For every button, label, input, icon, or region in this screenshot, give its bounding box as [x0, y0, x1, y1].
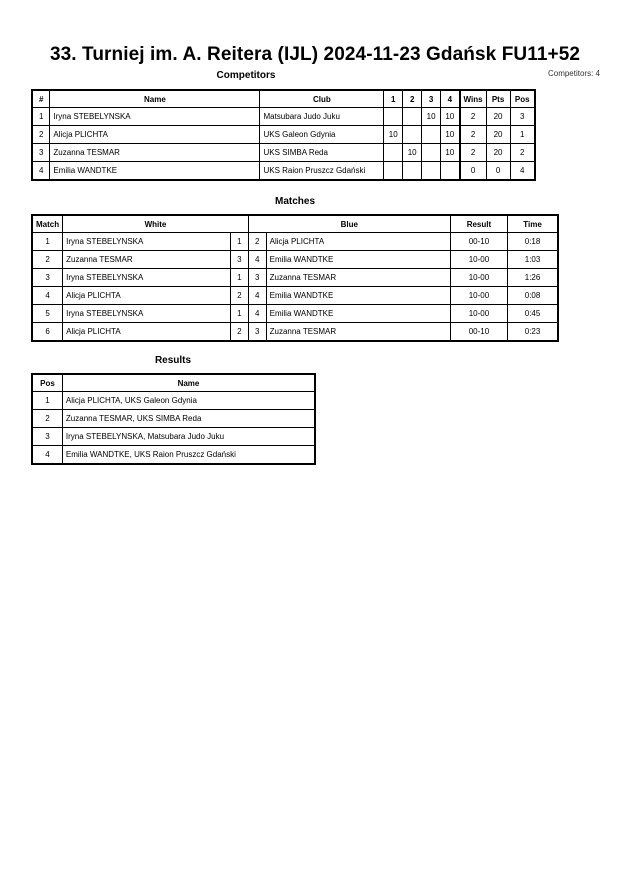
result-name: Zuzanna TESMAR, UKS SIMBA Reda	[62, 410, 315, 428]
wins: 0	[460, 162, 487, 181]
matches-table	[31, 214, 559, 342]
page-title: 33. Turniej im. A. Reitera (IJL) 2024-11-23 Gdańsk FU11+52	[49, 44, 581, 65]
table-row	[32, 287, 558, 305]
match-time: 0:18	[508, 233, 558, 251]
table-row	[32, 392, 315, 410]
white-competitor: Alicja PLICHTA	[63, 287, 231, 305]
col-vs-3: 3	[422, 90, 441, 108]
white-competitor: Alicja PLICHTA	[63, 323, 231, 342]
competitor-club: Matsubara Judo Juku	[260, 108, 384, 126]
match-number: 4	[32, 287, 63, 305]
col-name: Name	[50, 90, 260, 108]
col-vs-1: 1	[384, 90, 403, 108]
result-position: 1	[32, 392, 62, 410]
points: 20	[486, 108, 510, 126]
col-time: Time	[508, 215, 558, 233]
score-vs-4: 10	[441, 144, 460, 162]
result-position: 2	[32, 410, 62, 428]
table-row	[32, 233, 558, 251]
competitor-club: UKS Galeon Gdynia	[260, 126, 384, 144]
competitor-name: Alicja PLICHTA	[50, 126, 260, 144]
white-number: 1	[230, 269, 248, 287]
match-number: 3	[32, 269, 63, 287]
match-result: 10-00	[450, 305, 507, 323]
match-number: 5	[32, 305, 63, 323]
blue-competitor: Zuzanna TESMAR	[266, 269, 450, 287]
table-row	[32, 269, 558, 287]
match-result: 00-10	[450, 233, 507, 251]
table-row	[32, 446, 315, 465]
score-vs-1	[384, 144, 403, 162]
blue-competitor: Emilia WANDTKE	[266, 287, 450, 305]
col-pos: Pos	[510, 90, 535, 108]
points: 20	[486, 144, 510, 162]
competitor-number: 2	[32, 126, 50, 144]
blue-number: 4	[248, 287, 266, 305]
col-wins: Wins	[460, 90, 487, 108]
competitors-heading: Competitors	[216, 70, 276, 81]
white-number: 2	[230, 323, 248, 342]
table-row	[32, 251, 558, 269]
wins: 2	[460, 108, 487, 126]
blue-competitor: Emilia WANDTKE	[266, 251, 450, 269]
match-number: 6	[32, 323, 63, 342]
white-number: 2	[230, 287, 248, 305]
col-white: White	[63, 215, 249, 233]
blue-number: 4	[248, 251, 266, 269]
white-competitor: Zuzanna TESMAR	[63, 251, 231, 269]
points: 20	[486, 126, 510, 144]
match-time: 0:08	[508, 287, 558, 305]
competitor-number: 4	[32, 162, 50, 181]
white-number: 3	[230, 251, 248, 269]
col-club: Club	[260, 90, 384, 108]
competitor-club: UKS Raion Pruszcz Gdański	[260, 162, 384, 181]
results-header-row	[32, 374, 315, 392]
col-blue: Blue	[248, 215, 450, 233]
competitor-number: 3	[32, 144, 50, 162]
position: 3	[510, 108, 535, 126]
col-pts: Pts	[486, 90, 510, 108]
match-result: 10-00	[450, 269, 507, 287]
col-vs-2: 2	[403, 90, 422, 108]
table-row	[32, 144, 535, 162]
result-position: 3	[32, 428, 62, 446]
results-table	[31, 373, 316, 465]
score-vs-2	[403, 108, 422, 126]
col-result: Result	[450, 215, 507, 233]
score-vs-2	[403, 162, 422, 181]
white-number: 1	[230, 305, 248, 323]
table-row	[32, 108, 535, 126]
blue-competitor: Alicja PLICHTA	[266, 233, 450, 251]
match-result: 10-00	[450, 287, 507, 305]
competitors-count: Competitors: 4	[547, 69, 600, 78]
result-position: 4	[32, 446, 62, 465]
white-competitor: Iryna STEBELYNSKA	[63, 269, 231, 287]
blue-number: 3	[248, 269, 266, 287]
competitors-header-row	[32, 90, 535, 108]
col-result-name: Name	[62, 374, 315, 392]
competitor-name: Iryna STEBELYNSKA	[50, 108, 260, 126]
position: 1	[510, 126, 535, 144]
match-result: 10-00	[450, 251, 507, 269]
score-vs-1	[384, 108, 403, 126]
competitor-number: 1	[32, 108, 50, 126]
position: 2	[510, 144, 535, 162]
competitor-name: Emilia WANDTKE	[50, 162, 260, 181]
points: 0	[486, 162, 510, 181]
matches-header-row	[32, 215, 558, 233]
blue-number: 2	[248, 233, 266, 251]
score-vs-1	[384, 162, 403, 181]
table-row	[32, 323, 558, 342]
competitor-name: Zuzanna TESMAR	[50, 144, 260, 162]
result-name: Emilia WANDTKE, UKS Raion Pruszcz Gdański	[62, 446, 315, 465]
score-vs-3	[422, 126, 441, 144]
white-competitor: Iryna STEBELYNSKA	[63, 305, 231, 323]
white-competitor: Iryna STEBELYNSKA	[63, 233, 231, 251]
wins: 2	[460, 144, 487, 162]
col-vs-4: 4	[441, 90, 460, 108]
score-vs-2: 10	[403, 144, 422, 162]
match-number: 1	[32, 233, 63, 251]
blue-number: 3	[248, 323, 266, 342]
score-vs-4: 10	[441, 108, 460, 126]
match-time: 1:26	[508, 269, 558, 287]
score-vs-3	[422, 162, 441, 181]
score-vs-4	[441, 162, 460, 181]
blue-competitor: Zuzanna TESMAR	[266, 323, 450, 342]
table-row	[32, 126, 535, 144]
white-number: 1	[230, 233, 248, 251]
position: 4	[510, 162, 535, 181]
match-time: 1:03	[508, 251, 558, 269]
table-row	[32, 162, 535, 181]
competitors-table	[31, 89, 536, 181]
col-match: Match	[32, 215, 63, 233]
score-vs-2	[403, 126, 422, 144]
score-vs-3	[422, 144, 441, 162]
score-vs-3: 10	[422, 108, 441, 126]
match-time: 0:23	[508, 323, 558, 342]
match-number: 2	[32, 251, 63, 269]
results-heading: Results	[154, 355, 192, 366]
result-name: Alicja PLICHTA, UKS Galeon Gdynia	[62, 392, 315, 410]
wins: 2	[460, 126, 487, 144]
blue-competitor: Emilia WANDTKE	[266, 305, 450, 323]
match-time: 0:45	[508, 305, 558, 323]
score-vs-4: 10	[441, 126, 460, 144]
table-row	[32, 428, 315, 446]
competitor-club: UKS SIMBA Reda	[260, 144, 384, 162]
table-row	[32, 410, 315, 428]
col-number: #	[32, 90, 50, 108]
blue-number: 4	[248, 305, 266, 323]
result-name: Iryna STEBELYNSKA, Matsubara Judo Juku	[62, 428, 315, 446]
table-row	[32, 305, 558, 323]
matches-heading: Matches	[274, 196, 315, 207]
score-vs-1: 10	[384, 126, 403, 144]
match-result: 00-10	[450, 323, 507, 342]
col-position: Pos	[32, 374, 62, 392]
